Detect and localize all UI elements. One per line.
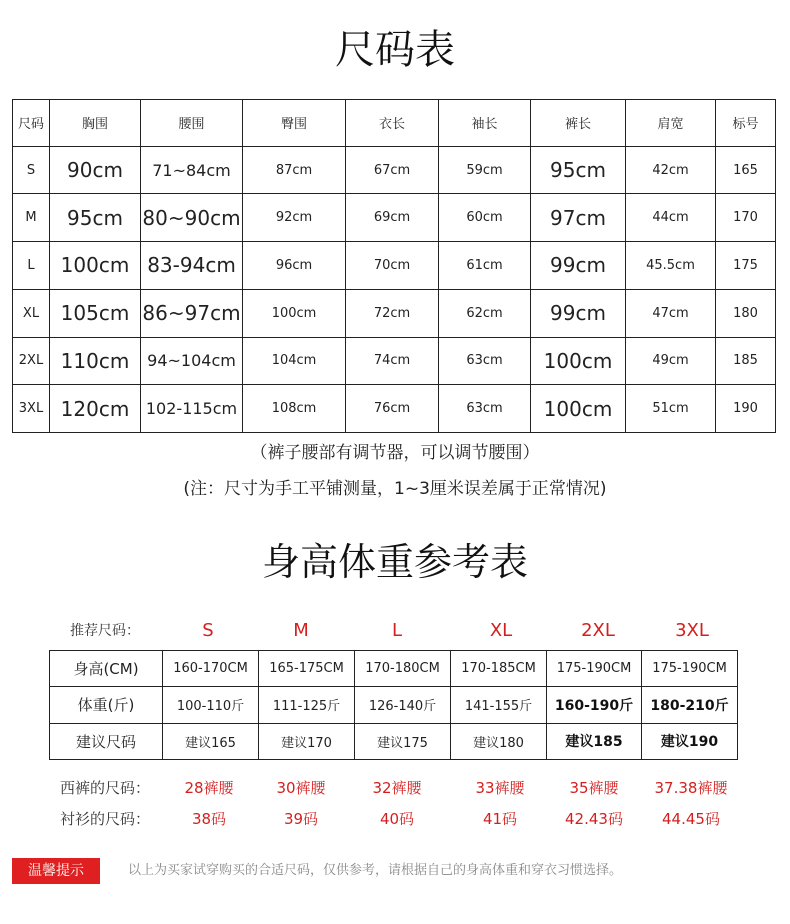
recommended-size: S xyxy=(202,620,214,641)
pants-size-value: 35裤腰 xyxy=(569,779,619,797)
height-cell: 170-185CM xyxy=(451,651,547,687)
suggested-size-cell: 建议190 xyxy=(642,723,738,759)
suggested-size-cell: 建议170 xyxy=(259,723,355,759)
length-cell: 72cm xyxy=(346,289,439,337)
header-cell: 袖长 xyxy=(439,100,531,147)
recommended-size-label: 推荐尺码： xyxy=(70,623,140,639)
label-number-cell: 190 xyxy=(716,385,776,433)
size-cell: 2XL xyxy=(13,337,50,385)
row-label: 建议尺码 xyxy=(50,723,163,759)
sleeve-cell: 60cm xyxy=(439,194,531,242)
height-cell: 175-190CM xyxy=(547,651,642,687)
height-weight-title: 身高体重参考表 xyxy=(261,540,528,584)
size-cell: S xyxy=(13,146,50,194)
header-cell: 衣长 xyxy=(346,100,439,147)
pants-length-cell: 100cm xyxy=(531,385,626,433)
pants-size-label: 西裤的尺码： xyxy=(60,779,151,797)
length-cell: 69cm xyxy=(346,194,439,242)
chest-cell: 110cm xyxy=(50,337,141,385)
pants-size-value: 33裤腰 xyxy=(475,779,525,797)
sleeve-cell: 63cm xyxy=(439,337,531,385)
waist-cell: 71~84cm xyxy=(141,146,243,194)
shoulder-cell: 47cm xyxy=(626,289,716,337)
table-row xyxy=(13,337,776,385)
weight-cell: 100-110斤 xyxy=(163,687,259,723)
header-cell: 臀围 xyxy=(243,100,346,147)
pants-size-value: 32裤腰 xyxy=(372,779,422,797)
pants-length-cell: 99cm xyxy=(531,242,626,290)
table-row xyxy=(13,242,776,290)
label-number-cell: 185 xyxy=(716,337,776,385)
header-cell: 肩宽 xyxy=(626,100,716,147)
waist-cell: 83-94cm xyxy=(141,242,243,290)
recommended-size: 3XL xyxy=(675,620,709,641)
shirt-size-value: 44.45码 xyxy=(662,810,720,828)
height-cell: 160-170CM xyxy=(163,651,259,687)
table-row xyxy=(50,651,738,687)
header-cell: 尺码 xyxy=(13,100,50,147)
length-cell: 76cm xyxy=(346,385,439,433)
label-number-cell: 165 xyxy=(716,146,776,194)
suggested-size-cell: 建议165 xyxy=(163,723,259,759)
height-cell: 170-180CM xyxy=(355,651,451,687)
chest-cell: 100cm xyxy=(50,242,141,290)
waist-cell: 94~104cm xyxy=(141,337,243,385)
measurement-note: (注：尺寸为手工平铺测量，1~3厘米误差属于正常情况) xyxy=(183,479,607,499)
length-cell: 70cm xyxy=(346,242,439,290)
pants-length-cell: 95cm xyxy=(531,146,626,194)
label-number-cell: 170 xyxy=(716,194,776,242)
row-label: 身高(CM) xyxy=(50,651,163,687)
weight-cell: 126-140斤 xyxy=(355,687,451,723)
table-row xyxy=(50,687,738,723)
hip-cell: 92cm xyxy=(243,194,346,242)
sleeve-cell: 62cm xyxy=(439,289,531,337)
hip-cell: 104cm xyxy=(243,337,346,385)
label-number-cell: 175 xyxy=(716,242,776,290)
warning-badge: 温馨提示 xyxy=(12,858,100,884)
sleeve-cell: 59cm xyxy=(439,146,531,194)
height-weight-table xyxy=(49,650,738,760)
pants-size-value: 37.38裤腰 xyxy=(654,779,728,797)
waist-cell: 80~90cm xyxy=(141,194,243,242)
recommended-size: XL xyxy=(489,620,513,641)
recommended-size: L xyxy=(391,620,403,641)
recommended-size: M xyxy=(293,620,309,641)
hip-cell: 96cm xyxy=(243,242,346,290)
hip-cell: 100cm xyxy=(243,289,346,337)
length-cell: 74cm xyxy=(346,337,439,385)
chest-cell: 120cm xyxy=(50,385,141,433)
hip-cell: 87cm xyxy=(243,146,346,194)
sleeve-cell: 61cm xyxy=(439,242,531,290)
table-row xyxy=(13,289,776,337)
chest-cell: 90cm xyxy=(50,146,141,194)
shirt-size-value: 38码 xyxy=(191,810,227,828)
shirt-size-value: 39码 xyxy=(283,810,319,828)
waist-cell: 102-115cm xyxy=(141,385,243,433)
weight-cell: 180-210斤 xyxy=(642,687,738,723)
label-number-cell: 180 xyxy=(716,289,776,337)
suggested-size-cell: 建议185 xyxy=(547,723,642,759)
pants-size-value: 30裤腰 xyxy=(276,779,326,797)
chest-cell: 95cm xyxy=(50,194,141,242)
size-chart-title: 尺码表 xyxy=(335,27,455,73)
shirt-size-value: 40码 xyxy=(379,810,415,828)
table-row xyxy=(50,723,738,759)
sleeve-cell: 63cm xyxy=(439,385,531,433)
shoulder-cell: 45.5cm xyxy=(626,242,716,290)
height-cell: 165-175CM xyxy=(259,651,355,687)
size-cell: L xyxy=(13,242,50,290)
size-cell: 3XL xyxy=(13,385,50,433)
height-cell: 175-190CM xyxy=(642,651,738,687)
warning-text: 以上为买家试穿购买的合适尺码，仅供参考，请根据自己的身高体重和穿衣习惯选择。 xyxy=(128,863,623,878)
hip-cell: 108cm xyxy=(243,385,346,433)
pants-length-cell: 97cm xyxy=(531,194,626,242)
recommended-size: 2XL xyxy=(581,620,615,641)
weight-cell: 111-125斤 xyxy=(259,687,355,723)
size-cell: M xyxy=(13,194,50,242)
shoulder-cell: 42cm xyxy=(626,146,716,194)
shirt-size-row xyxy=(50,804,750,834)
pants-length-cell: 99cm xyxy=(531,289,626,337)
header-cell: 胸围 xyxy=(50,100,141,147)
shirt-size-value: 42.43码 xyxy=(565,810,623,828)
shoulder-cell: 49cm xyxy=(626,337,716,385)
suggested-size-cell: 建议175 xyxy=(355,723,451,759)
table-row xyxy=(13,146,776,194)
pants-length-cell: 100cm xyxy=(531,337,626,385)
shoulder-cell: 44cm xyxy=(626,194,716,242)
table-row xyxy=(13,194,776,242)
chest-cell: 105cm xyxy=(50,289,141,337)
weight-cell: 160-190斤 xyxy=(547,687,642,723)
header-cell: 裤长 xyxy=(531,100,626,147)
shirt-size-label: 衬衫的尺码： xyxy=(60,810,151,828)
row-label: 体重(斤) xyxy=(50,687,163,723)
length-cell: 67cm xyxy=(346,146,439,194)
size-cell: XL xyxy=(13,289,50,337)
recommended-size-row xyxy=(50,616,740,646)
shoulder-cell: 51cm xyxy=(626,385,716,433)
header-cell: 腰围 xyxy=(141,100,243,147)
table-row xyxy=(13,385,776,433)
size-chart-header-row xyxy=(13,100,776,147)
shirt-size-value: 41码 xyxy=(482,810,518,828)
waist-cell: 86~97cm xyxy=(141,289,243,337)
header-cell: 标号 xyxy=(716,100,776,147)
size-chart-table xyxy=(12,99,776,433)
pants-size-value: 28裤腰 xyxy=(184,779,234,797)
pants-size-row xyxy=(50,773,750,803)
suggested-size-cell: 建议180 xyxy=(451,723,547,759)
waist-adjuster-note: （裤子腰部有调节器，可以调节腰围） xyxy=(250,443,540,463)
weight-cell: 141-155斤 xyxy=(451,687,547,723)
